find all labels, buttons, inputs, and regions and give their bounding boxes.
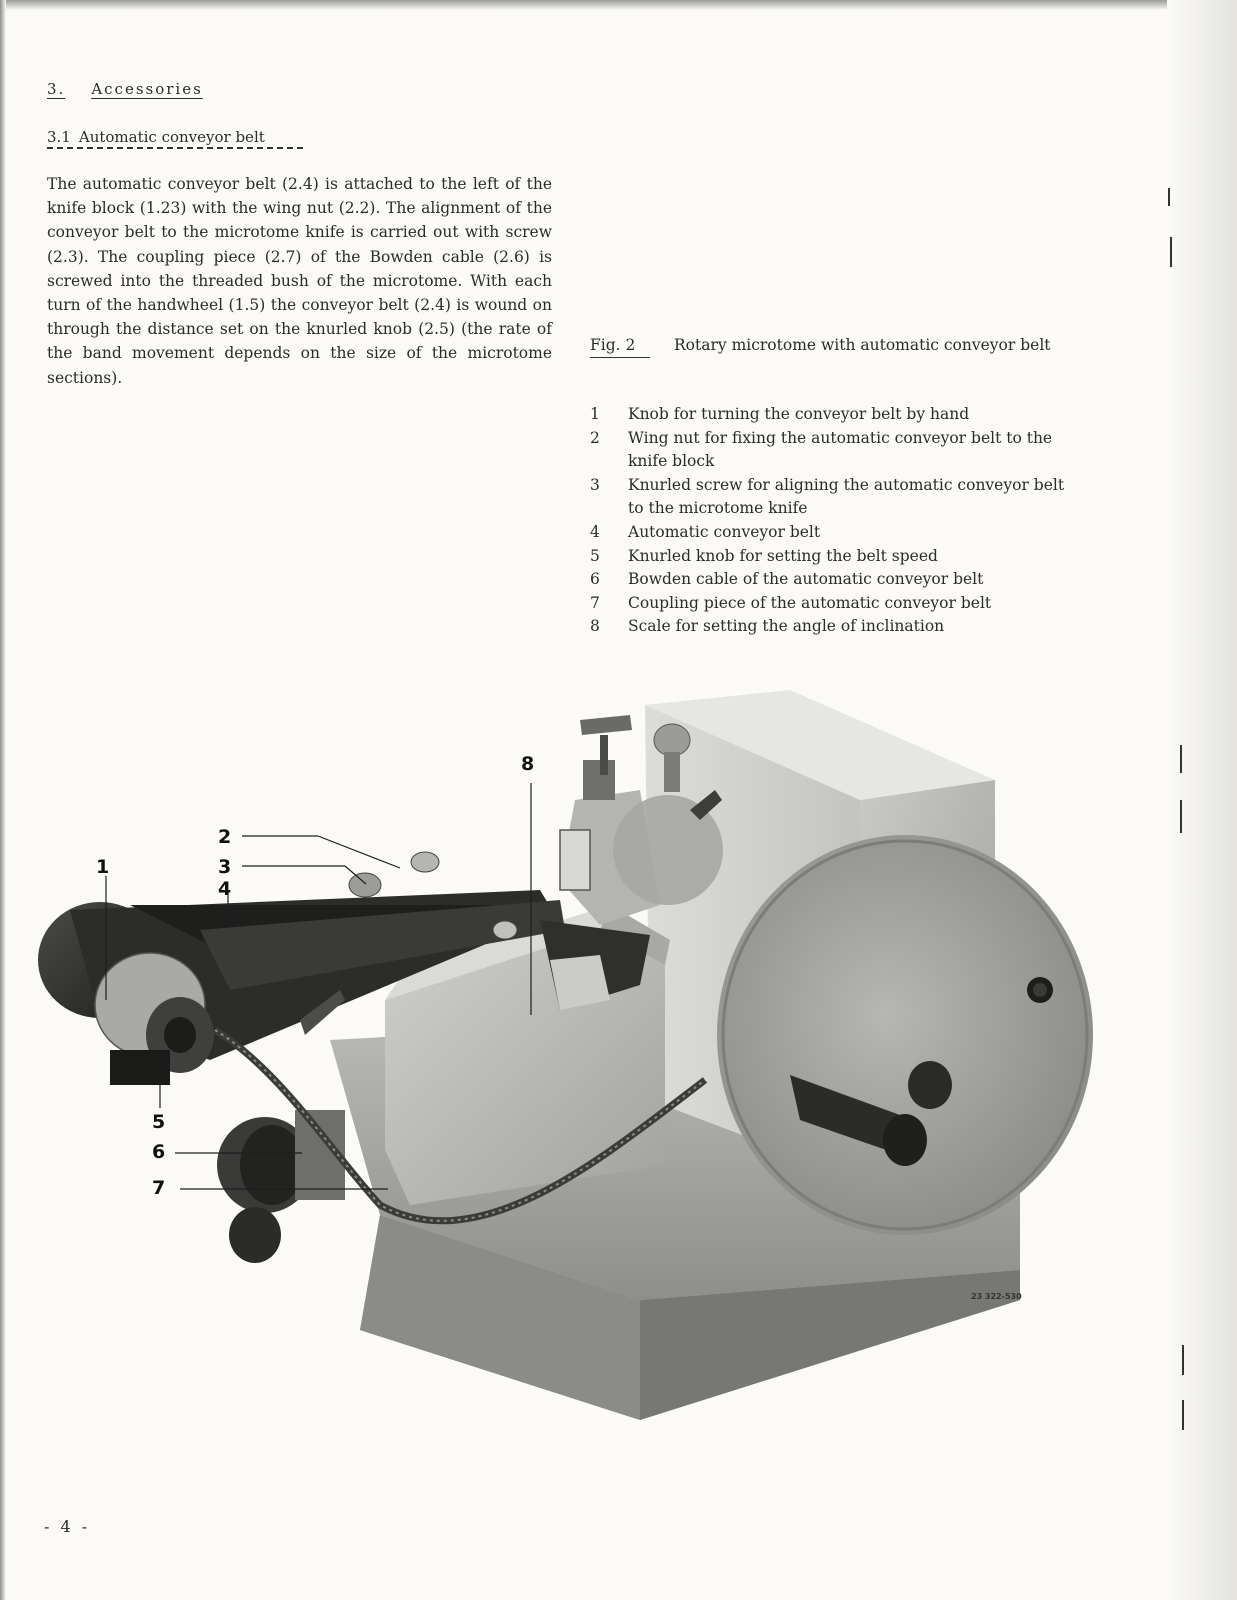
figure-label: Fig. 2	[590, 333, 650, 358]
legend-item	[590, 545, 1070, 569]
subsection-title: Automatic conveyor belt	[78, 128, 265, 146]
body-paragraph: The automatic conveyor belt (2.4) is attached to the left of the knife block (1.23) with the wing nut (2.2). The alignment of the conveyor belt to the microtome knife is carried out with screw (2.3). The coupling piece (2.7) of the Bowden cable (2.6) is screwed into the threaded bush of the microtome. With each turn of the handwheel (1.5) the conveyor belt (2.4) is wound on through the distance set on the knurled knob (2.5) (the rate of the band movement depends on the size of the microtome sections).	[47, 175, 552, 387]
callout-1: 1	[96, 856, 110, 878]
callout-3: 3	[218, 856, 232, 878]
margin-mark	[1170, 237, 1172, 267]
callout-2: 2	[218, 826, 232, 848]
legend-item	[590, 568, 1070, 592]
legend-number: 3	[590, 475, 600, 494]
legend-item	[590, 474, 1070, 521]
legend-item	[590, 427, 1070, 474]
margin-mark	[1180, 745, 1182, 773]
legend-number: 5	[590, 546, 600, 565]
subsection-heading	[47, 128, 303, 149]
legend-number: 2	[590, 428, 600, 447]
photo-reference-code: 23 322-530	[971, 1292, 1022, 1301]
legend-number: 8	[590, 617, 600, 636]
figure-legend	[590, 403, 1070, 639]
legend-text: Wing nut for fixing the automatic conveyor belt to the knife block	[628, 428, 1053, 471]
page-number: - 4 -	[44, 1517, 91, 1536]
page-top-edge-shadow	[0, 0, 1237, 10]
section-title: Accessories	[91, 80, 203, 98]
legend-item	[590, 521, 1070, 545]
microtome-photo	[0, 680, 1140, 1460]
callout-5: 5	[152, 1111, 166, 1133]
callout-7: 7	[152, 1177, 166, 1199]
legend-text: Automatic conveyor belt	[628, 522, 821, 541]
legend-text: Knurled screw for aligning the automatic conveyor belt to the microtome knife	[628, 475, 1065, 518]
legend-number: 1	[590, 405, 600, 423]
callout-4: 4	[218, 878, 232, 900]
callout-6: 6	[152, 1141, 166, 1163]
legend-text: Scale for setting the angle of inclination	[628, 617, 945, 636]
legend-text: Knob for turning the conveyor belt by hand	[628, 405, 970, 423]
legend-number: 6	[590, 570, 600, 589]
legend-item	[590, 615, 1070, 639]
subsection-number: 3.1	[47, 128, 71, 146]
handwheel	[717, 835, 1093, 1235]
margin-mark	[1182, 1345, 1184, 1375]
margin-mark	[1182, 1400, 1184, 1430]
section-number: 3.	[47, 80, 66, 98]
legend-number: 4	[590, 522, 600, 541]
legend-text: Bowden cable of the automatic conveyor belt	[628, 570, 984, 589]
callout-8: 8	[521, 753, 535, 775]
legend-text: Knurled knob for setting the belt speed	[628, 546, 938, 565]
section-heading	[47, 80, 203, 98]
legend-item	[590, 592, 1070, 616]
legend-text: Coupling piece of the automatic conveyor belt	[628, 593, 992, 612]
margin-mark	[1180, 800, 1182, 833]
legend-item	[590, 403, 1070, 427]
legend-number: 7	[590, 593, 600, 612]
page-right-edge-shadow	[1167, 0, 1237, 1600]
margin-mark	[1168, 188, 1170, 206]
figure-title: Rotary microtome with automatic conveyor belt	[674, 336, 1051, 354]
